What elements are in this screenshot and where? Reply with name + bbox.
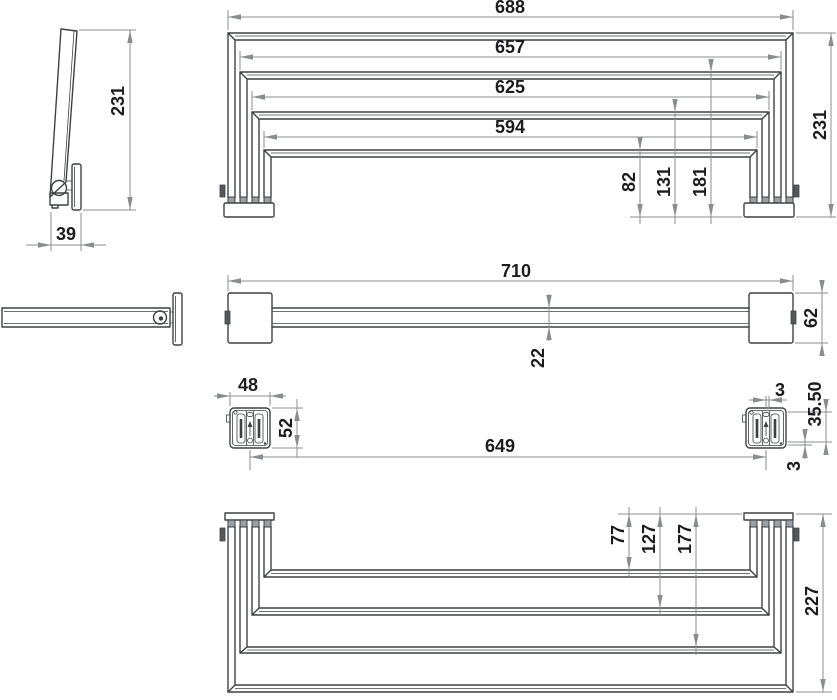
bottom-bar2 — [240, 524, 781, 653]
front-width-bar1-dim: 688 — [494, 0, 526, 17]
bottom-view — [220, 507, 832, 692]
side-bracket-arm-edge — [64, 31, 74, 181]
plate-hole-offset-bottom-dim: 3 — [784, 460, 804, 472]
plate-left-arrow-head — [248, 421, 253, 427]
plate-left-dim-lines — [214, 392, 766, 470]
plate-hole-offset-top-dim: 3 — [774, 380, 786, 400]
front-width-bar3-dim: 625 — [494, 77, 526, 97]
plate-height-dim: 52 — [276, 417, 296, 439]
front-height-total-dim: 231 — [810, 109, 830, 141]
front-side-nubs — [220, 185, 799, 197]
plate-left-corner-dot — [264, 442, 266, 444]
bottom-depth-bar3-dim: 127 — [639, 523, 659, 555]
front-dim-lines — [228, 10, 836, 224]
front-bar4 — [264, 150, 757, 197]
plate-left-bottom-hole — [248, 438, 253, 443]
plan-bracket-plate — [173, 293, 182, 345]
bottom-tube-caps — [228, 520, 793, 527]
front-height-bar3-dim: 131 — [654, 166, 674, 198]
plan-bar-edges — [272, 308, 749, 327]
side-dim-lines — [26, 30, 136, 251]
front-view — [220, 0, 836, 224]
plan-block-left — [228, 293, 272, 343]
front-width-bar2-dim: 657 — [494, 37, 526, 57]
plan-dim-lines — [228, 275, 828, 353]
side-height-dim: 231 — [108, 85, 128, 117]
bottom-block-right — [744, 513, 793, 520]
bottom-bar1 — [228, 524, 793, 692]
plan-nubs — [225, 311, 796, 324]
bottom-depth-bar4-dim: 77 — [608, 524, 628, 546]
front-height-bar4-dim: 82 — [619, 171, 639, 193]
plate-centers-dim: 649 — [484, 436, 516, 456]
plan-block-right — [749, 293, 793, 343]
front-mount-block-left — [224, 203, 274, 217]
plate-right-oval-hole — [763, 412, 769, 416]
plate-right-corner-hole — [750, 411, 753, 414]
side-wall-plate — [72, 164, 81, 210]
plate-width-dim: 48 — [237, 375, 259, 395]
plate-detail-left — [214, 375, 766, 470]
bottom-depth-bar2-dim: 177 — [675, 523, 695, 555]
plate-left-corner-hole — [234, 411, 237, 414]
bottom-side-nubs — [220, 528, 799, 541]
side-depth-dim: 39 — [55, 224, 77, 244]
side-bracket-arm — [50, 29, 77, 197]
plate-right-corner-dot — [780, 442, 782, 444]
front-height-bar2-dim: 181 — [690, 166, 710, 198]
front-width-bar4-dim: 594 — [494, 117, 526, 137]
plan-bracket-screw-dot — [159, 316, 163, 320]
plate-left-oval-hole — [247, 412, 253, 416]
plate-right-arrow-head — [764, 421, 769, 427]
bottom-depth-total-dim: 227 — [802, 585, 822, 617]
plan-bar-depth-dim: 22 — [528, 347, 548, 369]
plan-bar-inner-edges — [272, 312, 749, 324]
plan-length-dim: 710 — [500, 261, 532, 281]
plan-bracket-arm-edges — [4, 312, 168, 324]
plate-right-bottom-hole — [764, 438, 769, 443]
front-mount-block-right — [744, 203, 794, 217]
bottom-block-left — [225, 513, 274, 520]
plate-hole-spacing-dim: 35.50 — [805, 381, 825, 427]
side-view — [26, 29, 136, 251]
plan-bracket-arm — [2, 308, 170, 327]
plan-view — [2, 261, 828, 368]
plan-bracket-width-dim: 62 — [801, 307, 821, 329]
